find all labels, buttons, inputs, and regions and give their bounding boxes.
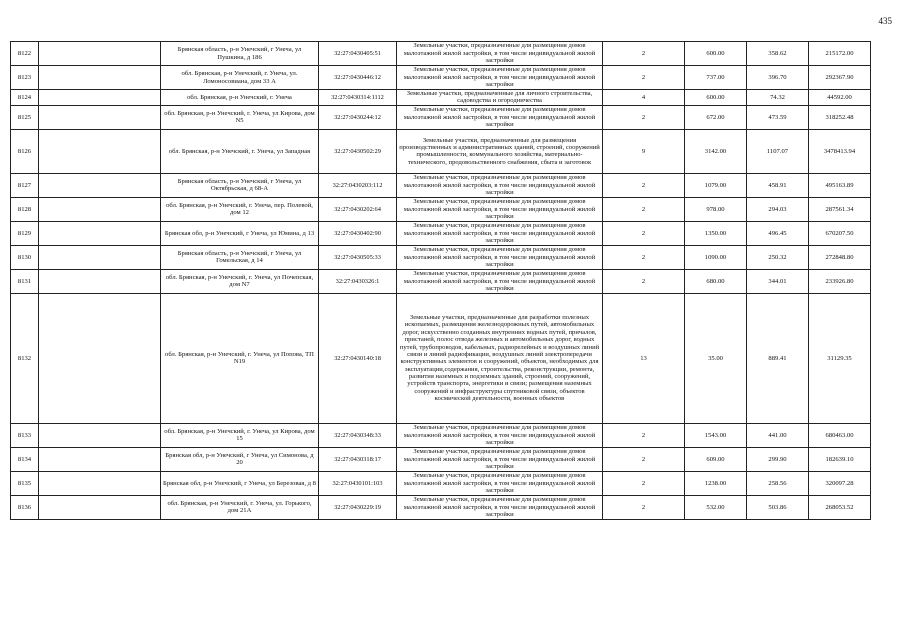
category-code-cell: 9 <box>603 129 685 173</box>
land-use-cell: Земельные участки, предназначенные для размещения домов малоэтажной жилой застройки, в том числе индивидуальной жилой застройки <box>397 42 603 66</box>
row-number: 8136 <box>11 495 39 519</box>
table-row <box>11 197 871 221</box>
spacer-cell <box>39 423 161 447</box>
land-registry-table <box>10 41 871 520</box>
area-cell: 600.00 <box>685 90 747 106</box>
land-use-cell: Земельные участки, предназначенные для размещения домов малоэтажной жилой застройки, в том числе индивидуальной жилой застройки <box>397 221 603 245</box>
address-cell: обл. Брянская, р-н Унечский, г. Унеча, ул Кирова, дом N5 <box>161 105 319 129</box>
cadastral-number-cell: 32:27:0430202:64 <box>319 197 397 221</box>
cadastral-number-cell: 32:27:0430229:19 <box>319 495 397 519</box>
table-row <box>11 173 871 197</box>
row-number: 8134 <box>11 447 39 471</box>
address-cell: Брянская область, р-н Унечский, г Унеча, ул Октябрьская, д 68-А <box>161 173 319 197</box>
cadastral-number-cell: 32:27:0430502:29 <box>319 129 397 173</box>
unit-value-cell: 473.59 <box>747 105 809 129</box>
cadastral-value-cell: 268053.52 <box>809 495 871 519</box>
address-cell: Брянская область, р-н Унечский, г Унеча, ул Гомельская, д 14 <box>161 245 319 269</box>
area-cell: 35.00 <box>685 293 747 423</box>
row-number: 8133 <box>11 423 39 447</box>
row-number: 8135 <box>11 471 39 495</box>
cadastral-number-cell: 32:27:0430348:33 <box>319 423 397 447</box>
category-code-cell: 2 <box>603 423 685 447</box>
area-cell: 1079.00 <box>685 173 747 197</box>
unit-value-cell: 441.00 <box>747 423 809 447</box>
unit-value-cell: 1107.07 <box>747 129 809 173</box>
cadastral-number-cell: 32:27:0430101:103 <box>319 471 397 495</box>
row-number: 8123 <box>11 66 39 90</box>
area-cell: 1350.00 <box>685 221 747 245</box>
unit-value-cell: 396.70 <box>747 66 809 90</box>
cadastral-number-cell: 32:27:0430318:17 <box>319 447 397 471</box>
category-code-cell: 2 <box>603 269 685 293</box>
unit-value-cell: 258.56 <box>747 471 809 495</box>
unit-value-cell: 496.45 <box>747 221 809 245</box>
table-row <box>11 471 871 495</box>
spacer-cell <box>39 293 161 423</box>
unit-value-cell: 299.90 <box>747 447 809 471</box>
table-row <box>11 245 871 269</box>
address-cell: обл. Брянская, р-н Унечский, г. Унеча, ул Попова, ТП N19 <box>161 293 319 423</box>
row-number: 8128 <box>11 197 39 221</box>
row-number: 8132 <box>11 293 39 423</box>
area-cell: 3142.00 <box>685 129 747 173</box>
cadastral-value-cell: 680463.00 <box>809 423 871 447</box>
cadastral-number-cell: 32:27:0430203:112 <box>319 173 397 197</box>
land-use-cell: Земельные участки, предназначенные для размещения домов малоэтажной жилой застройки, в том числе индивидуальной жилой застройки <box>397 471 603 495</box>
land-use-cell: Земельные участки, предназначенные для разработки полезных ископаемых, размещения железнодорожных путей, автомобильных дорог, искусственно созданных внутренних водных путей, причалов, пристаней, полос отвода железных и автомобильных дорог, водных путей, трубопроводов, кабельных, радиорелейных и воздушных линий связи и линий радиофикации, воздушных линий электропередачи конструктивных элементов и сооружений, объектов, необходимых для эксплуатации,содержания, строительства, реконструкции, ремонта, развития наземных и подземных зданий, строений, сооружений, устройств транспорта, энергетики и связи; размещения наземных сооружений и инфраструктуры спутниковой связи, объектов космической деятельности, военных объектов <box>397 293 603 423</box>
address-cell: обл. Брянская, р-н Унечский, г. Унеча, ул Западная <box>161 129 319 173</box>
unit-value-cell: 250.32 <box>747 245 809 269</box>
row-number: 8131 <box>11 269 39 293</box>
land-use-cell: Земельные участки, предназначенные для размещения домов малоэтажной жилой застройки, в том числе индивидуальной жилой застройки <box>397 173 603 197</box>
land-use-cell: Земельные участки, предназначенные для размещения домов малоэтажной жилой застройки, в том числе индивидуальной жилой застройки <box>397 495 603 519</box>
land-use-cell: Земельные участки, предназначенные для размещения домов малоэтажной жилой застройки, в том числе индивидуальной жилой застройки <box>397 423 603 447</box>
category-code-cell: 2 <box>603 245 685 269</box>
unit-value-cell: 294.03 <box>747 197 809 221</box>
land-use-cell: Земельные участки, предназначенные для размещения домов малоэтажной жилой застройки, в том числе индивидуальной жилой застройки <box>397 447 603 471</box>
spacer-cell <box>39 245 161 269</box>
table-row <box>11 66 871 90</box>
area-cell: 737.00 <box>685 66 747 90</box>
cadastral-value-cell: 318252.48 <box>809 105 871 129</box>
category-code-cell: 2 <box>603 197 685 221</box>
cadastral-value-cell: 287561.34 <box>809 197 871 221</box>
cadastral-value-cell: 3478413.94 <box>809 129 871 173</box>
row-number: 8130 <box>11 245 39 269</box>
row-number: 8127 <box>11 173 39 197</box>
spacer-cell <box>39 269 161 293</box>
cadastral-number-cell: 32:27:0430326:1 <box>319 269 397 293</box>
category-code-cell: 2 <box>603 495 685 519</box>
area-cell: 1238.00 <box>685 471 747 495</box>
row-number: 8124 <box>11 90 39 106</box>
address-cell: обл. Брянская, р-н Унечский, г. Унеча, ул Почепская, дом N7 <box>161 269 319 293</box>
category-code-cell: 2 <box>603 221 685 245</box>
table-row <box>11 447 871 471</box>
cadastral-value-cell: 495163.89 <box>809 173 871 197</box>
table-row <box>11 423 871 447</box>
address-cell: Брянская обл, р-н Унечский, г Унеча, ул Березовая, д 8 <box>161 471 319 495</box>
category-code-cell: 4 <box>603 90 685 106</box>
category-code-cell: 2 <box>603 447 685 471</box>
cadastral-number-cell: 32:27:0430505:33 <box>319 245 397 269</box>
page-number: 435 <box>878 16 892 26</box>
cadastral-value-cell: 215172.00 <box>809 42 871 66</box>
area-cell: 978.00 <box>685 197 747 221</box>
address-cell: обл. Брянская, р-н Унечский, г. Унеча, ул. Горького, дом 21А <box>161 495 319 519</box>
area-cell: 680.00 <box>685 269 747 293</box>
cadastral-value-cell: 44592.00 <box>809 90 871 106</box>
unit-value-cell: 344.01 <box>747 269 809 293</box>
land-use-cell: Земельные участки, предназначенные для размещения производственных и административных зданий, строений, сооружений промышленности, коммунального хозяйства, материально-технического, продовольственного снабжения, сбыта и заготовок <box>397 129 603 173</box>
unit-value-cell: 358.62 <box>747 42 809 66</box>
address-cell: Брянская обл, р-н Унечский, г Унеча, ул Симонова, д 20 <box>161 447 319 471</box>
table-row <box>11 42 871 66</box>
spacer-cell <box>39 471 161 495</box>
spacer-cell <box>39 105 161 129</box>
table-body <box>11 42 871 520</box>
cadastral-number-cell: 32:27:0430140:18 <box>319 293 397 423</box>
table-row <box>11 129 871 173</box>
category-code-cell: 2 <box>603 105 685 129</box>
cadastral-number-cell: 32:27:0430314:1112 <box>319 90 397 106</box>
area-cell: 1543.00 <box>685 423 747 447</box>
spacer-cell <box>39 447 161 471</box>
table-row <box>11 495 871 519</box>
row-number: 8122 <box>11 42 39 66</box>
area-cell: 532.00 <box>685 495 747 519</box>
cadastral-value-cell: 292367.90 <box>809 66 871 90</box>
spacer-cell <box>39 221 161 245</box>
address-cell: обл. Брянская, р-н Унечский, г. Унеча, ул. Ломоносовиана, дом 33 А <box>161 66 319 90</box>
cadastral-number-cell: 32:27:0430402:90 <box>319 221 397 245</box>
category-code-cell: 2 <box>603 66 685 90</box>
category-code-cell: 2 <box>603 173 685 197</box>
area-cell: 600.00 <box>685 42 747 66</box>
cadastral-value-cell: 182639.10 <box>809 447 871 471</box>
row-number: 8126 <box>11 129 39 173</box>
table-row <box>11 269 871 293</box>
address-cell: обл. Брянская, р-н Унечский, г. Унеча, пер. Полевой, дом 12 <box>161 197 319 221</box>
cadastral-number-cell: 32:27:0430446:12 <box>319 66 397 90</box>
cadastral-value-cell: 233926.80 <box>809 269 871 293</box>
area-cell: 1090.00 <box>685 245 747 269</box>
unit-value-cell: 458.91 <box>747 173 809 197</box>
land-use-cell: Земельные участки, предназначенные для размещения домов малоэтажной жилой застройки, в том числе индивидуальной жилой застройки <box>397 66 603 90</box>
land-use-cell: Земельные участки, предназначенные для личного строительства, садоводства и огородничества <box>397 90 603 106</box>
category-code-cell: 2 <box>603 471 685 495</box>
table-row <box>11 105 871 129</box>
land-use-cell: Земельные участки, предназначенные для размещения домов малоэтажной жилой застройки, в том числе индивидуальной жилой застройки <box>397 269 603 293</box>
land-use-cell: Земельные участки, предназначенные для размещения домов малоэтажной жилой застройки, в том числе индивидуальной жилой застройки <box>397 105 603 129</box>
cadastral-value-cell: 320097.28 <box>809 471 871 495</box>
table-row <box>11 221 871 245</box>
cadastral-value-cell: 670207.50 <box>809 221 871 245</box>
cadastral-number-cell: 32:27:0430244:12 <box>319 105 397 129</box>
land-use-cell: Земельные участки, предназначенные для размещения домов малоэтажной жилой застройки, в том числе индивидуальной жилой застройки <box>397 245 603 269</box>
spacer-cell <box>39 129 161 173</box>
spacer-cell <box>39 42 161 66</box>
address-cell: Брянская область, р-н Унечский, г Унеча, ул Пушкина, д 186 <box>161 42 319 66</box>
address-cell: обл. Брянская, р-н Унечский, г. Унеча, ул Кирова, дом 15 <box>161 423 319 447</box>
category-code-cell: 2 <box>603 42 685 66</box>
cadastral-value-cell: 272848.80 <box>809 245 871 269</box>
table-row <box>11 90 871 106</box>
spacer-cell <box>39 495 161 519</box>
spacer-cell <box>39 90 161 106</box>
spacer-cell <box>39 197 161 221</box>
unit-value-cell: 74.32 <box>747 90 809 106</box>
unit-value-cell: 503.86 <box>747 495 809 519</box>
unit-value-cell: 889.41 <box>747 293 809 423</box>
address-cell: обл. Брянская, р-н Унечский, г. Унеча <box>161 90 319 106</box>
area-cell: 672.00 <box>685 105 747 129</box>
area-cell: 609.00 <box>685 447 747 471</box>
table-row <box>11 293 871 423</box>
cadastral-number-cell: 32:27:0430405:51 <box>319 42 397 66</box>
spacer-cell <box>39 173 161 197</box>
row-number: 8129 <box>11 221 39 245</box>
spacer-cell <box>39 66 161 90</box>
address-cell: Брянская обл, р-н Унечский, г Унеча, ул Юмина, д 13 <box>161 221 319 245</box>
cadastral-value-cell: 31129.35 <box>809 293 871 423</box>
row-number: 8125 <box>11 105 39 129</box>
category-code-cell: 13 <box>603 293 685 423</box>
land-use-cell: Земельные участки, предназначенные для размещения домов малоэтажной жилой застройки, в том числе индивидуальной жилой застройки <box>397 197 603 221</box>
